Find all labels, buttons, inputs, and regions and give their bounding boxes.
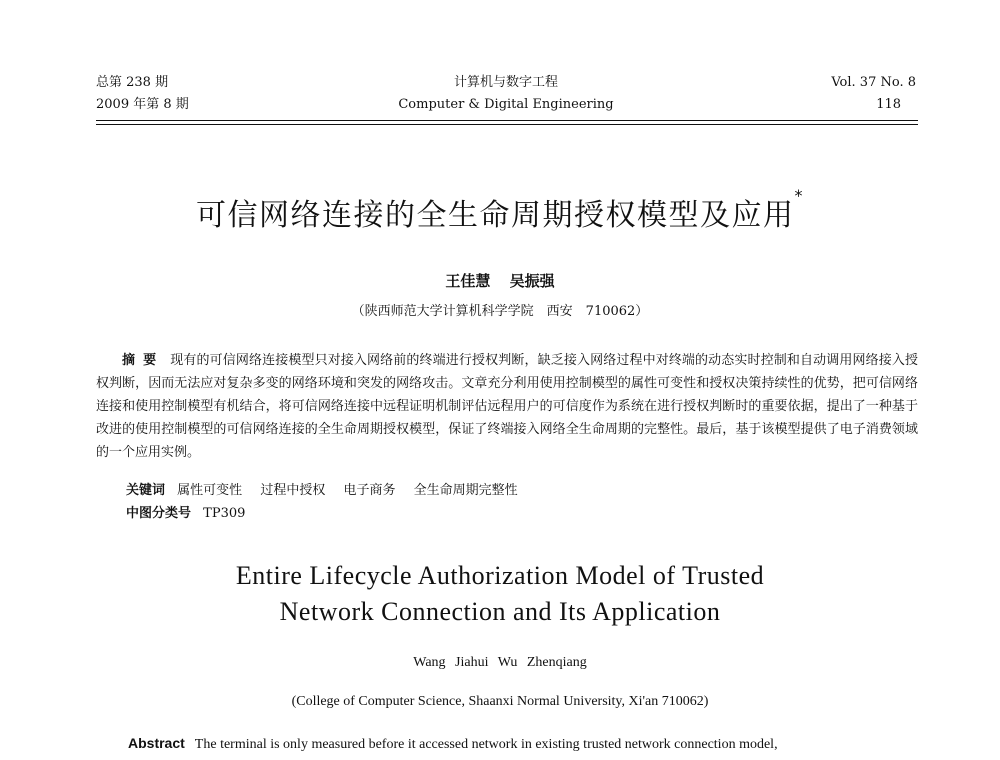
journal-header: [96, 68, 916, 118]
journal-name: [96, 72, 916, 116]
journal-name-en: Computer & Digital Engineering: [398, 97, 614, 112]
paper-title-cn: [0, 186, 1000, 234]
paper-title-en-line2: Network Connection and Its Application: [279, 597, 721, 626]
keyword: 全生命周期完整性: [413, 483, 518, 498]
abstract-cn-text: 现有的可信网络连接模型只对接入网络前的终端进行授权判断，缺乏接入网络过程中对终端的动态实时控制和自动调用网络接入授权判断，因而无法应对复杂多变的网络环境和突发的网络攻击。文章充分利用使用控制模型的属性可变性和授权决策持续性的优势，把可信网络连接和使用控制模型有机结合，将可信网络连接中远程证明机制评估远程用户的可信度作为系统在进行授权判断时的重要依据，提出了一种基于改进的使用控制模型的可信网络连接的全生命周期授权模型，保证了终端接入网络全生命周期的完整性。最后，基于该模型提供了电子消费领域的一个应用实例。: [96, 353, 918, 460]
keywords-cn-label: 关键词: [126, 483, 166, 498]
keyword: 过程中授权: [260, 483, 326, 498]
paper-title-en: [0, 558, 1000, 630]
volume-number: Vol. 37 No. 8: [831, 75, 916, 90]
abstract-en: [128, 735, 928, 753]
page-number: 118: [876, 97, 902, 112]
affiliation-cn: （陕西师范大学计算机科学学院 西安 710062）: [351, 304, 649, 319]
volume-info: [831, 72, 916, 116]
paper-title-en-line1: Entire Lifecycle Authorization Model of Trusted: [235, 561, 765, 590]
paper-title-cn-text: 可信网络连接的全生命周期授权模型及应用: [196, 198, 795, 233]
header-rule-thick: [96, 120, 918, 121]
abstract-en-text: The terminal is only measured before it accessed network in existing trusted network connection model,: [194, 737, 778, 752]
authors-cn: 王佳慧 吴振强: [445, 272, 555, 290]
classification-value: TP309: [203, 506, 246, 521]
abstract-cn: [96, 349, 918, 464]
total-issue: 总第 238 期: [96, 75, 169, 90]
affiliation-en: (College of Computer Science, Shaanxi Normal University, Xi'an 710062): [291, 694, 709, 709]
classification-code: [126, 503, 245, 525]
authors-en: Wang Jiahui Wu Zhenqiang: [413, 655, 587, 670]
keyword: 属性可变性: [177, 483, 243, 498]
header-rule-thin: [96, 124, 918, 125]
keyword: 电子商务: [343, 483, 396, 498]
classification-label: 中图分类号: [126, 506, 192, 521]
journal-name-cn: 计算机与数字工程: [453, 75, 558, 90]
keywords-cn: [126, 480, 532, 502]
funding-footnote-mark: *: [794, 186, 804, 205]
abstract-cn-label: 摘要: [122, 353, 165, 368]
abstract-en-label: Abstract: [128, 735, 185, 751]
year-issue: 2009 年第 8 期: [96, 97, 189, 112]
